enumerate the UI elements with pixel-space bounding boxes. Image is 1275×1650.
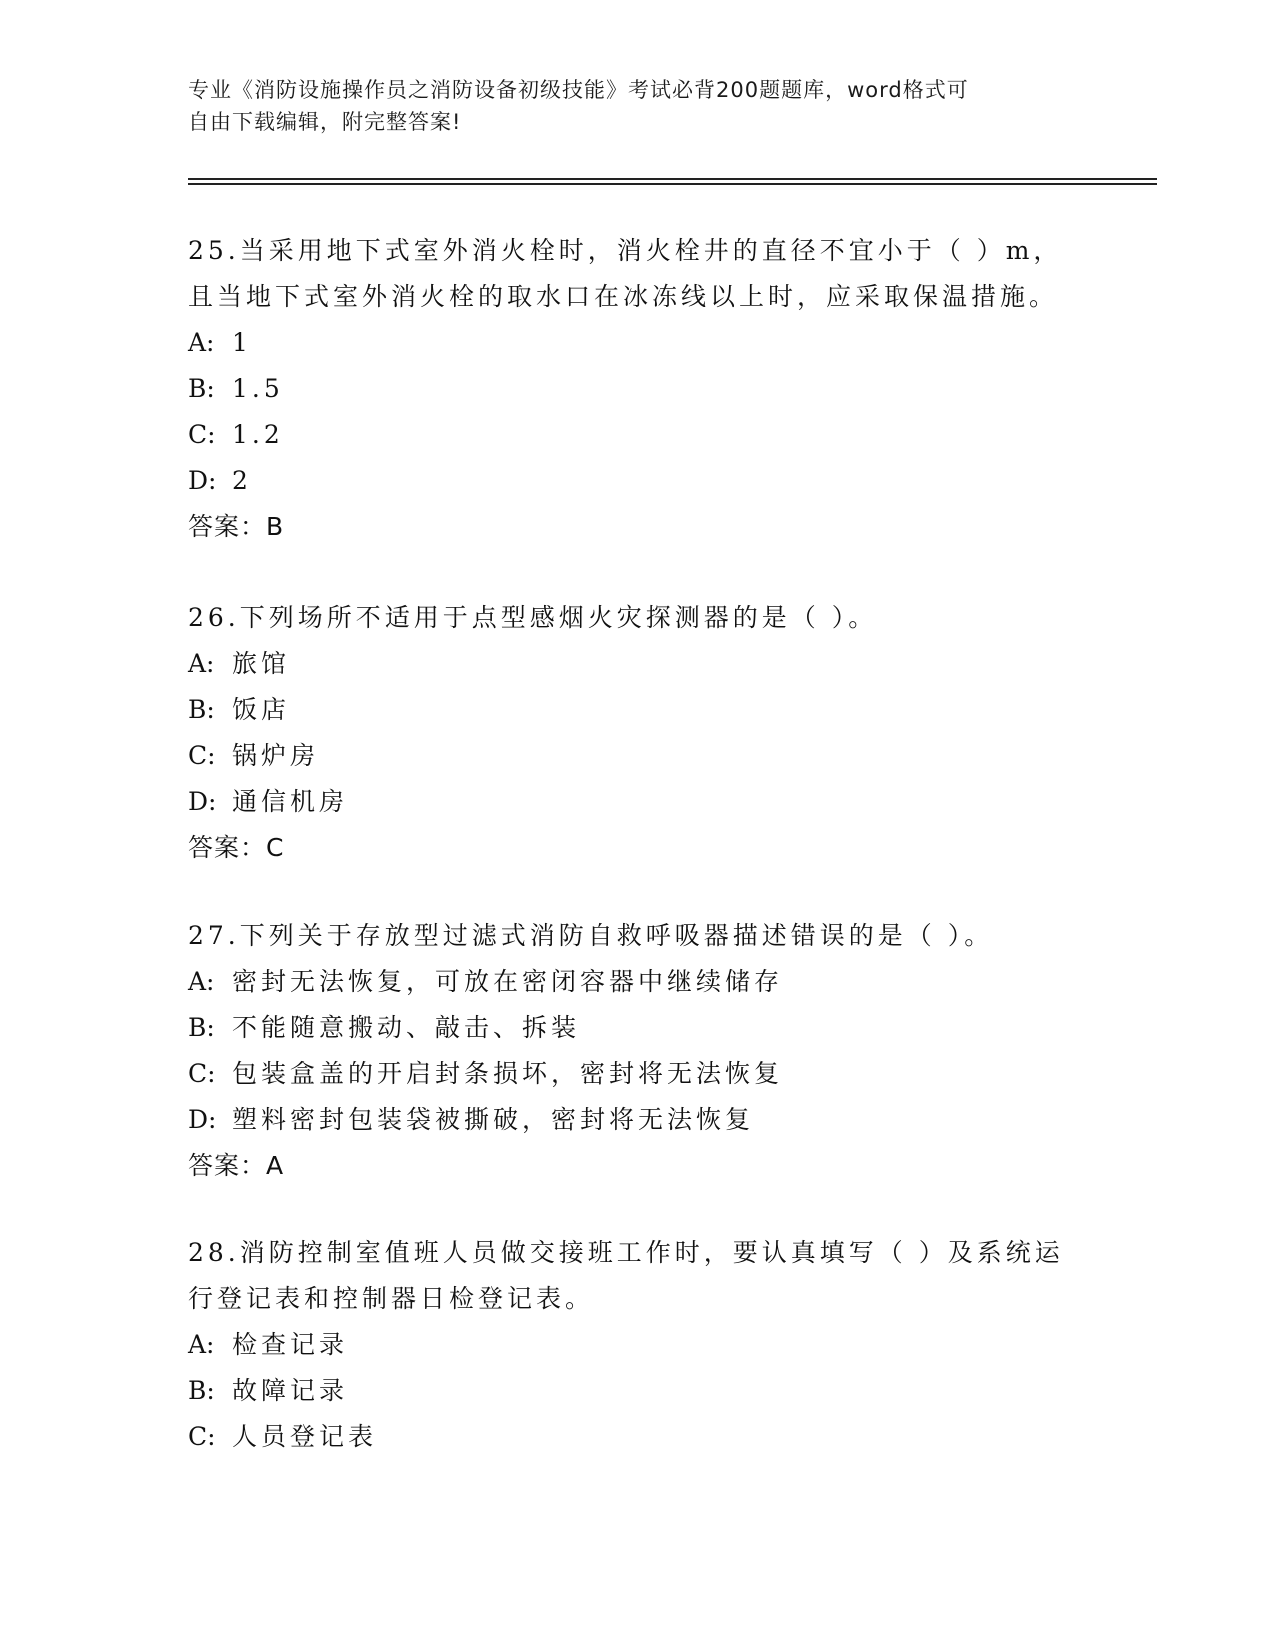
question-25 xyxy=(188,228,1088,550)
option-key: B: xyxy=(188,374,215,403)
option-key: B: xyxy=(188,1376,215,1405)
option-key: A: xyxy=(188,1330,215,1359)
question-27 xyxy=(188,913,1088,1189)
option-key: A: xyxy=(188,967,215,996)
option-c xyxy=(188,1414,1088,1460)
option-text: 密封无法恢复，可放在密闭容器中继续储存 xyxy=(232,967,784,996)
option-b xyxy=(188,687,1088,733)
answer: 答案：B xyxy=(188,512,285,541)
option-text: 旅馆 xyxy=(232,649,291,678)
header-line-1: 专业《消防设施操作员之消防设备初级技能》考试必背200题题库，word格式可 xyxy=(188,78,969,102)
question-stem: 下列场所不适用于点型感烟火灾探测器的是（ ）。 xyxy=(239,603,878,632)
option-c xyxy=(188,1051,1088,1097)
option-d xyxy=(188,779,1088,825)
answer: 答案：C xyxy=(188,833,285,862)
option-a xyxy=(188,1322,1088,1368)
question-26 xyxy=(188,595,1088,871)
question-text xyxy=(188,1230,1088,1322)
option-key: C: xyxy=(188,420,216,449)
option-a xyxy=(188,641,1088,687)
option-a xyxy=(188,959,1088,1005)
option-key: D: xyxy=(188,787,217,816)
option-text: 包装盒盖的开启封条损坏，密封将无法恢复 xyxy=(232,1059,784,1088)
option-text: 不能随意搬动、敲击、拆装 xyxy=(232,1013,581,1042)
option-key: B: xyxy=(188,1013,215,1042)
option-text: 1.2 xyxy=(232,420,284,449)
option-text: 通信机房 xyxy=(232,787,349,816)
option-key: D: xyxy=(188,1105,217,1134)
option-text: 人员登记表 xyxy=(232,1422,378,1451)
option-text: 锅炉房 xyxy=(232,741,320,770)
question-number: 28. xyxy=(188,1238,240,1267)
option-b xyxy=(188,1005,1088,1051)
option-text: 故障记录 xyxy=(232,1376,349,1405)
option-c xyxy=(188,412,1088,458)
option-text: 检查记录 xyxy=(232,1330,349,1359)
option-key: A: xyxy=(188,328,215,357)
header-line-2: 自由下载编辑，附完整答案! xyxy=(188,110,462,134)
question-text xyxy=(188,913,1088,959)
answer: 答案：A xyxy=(188,1151,285,1180)
option-a xyxy=(188,320,1088,366)
option-key: D: xyxy=(188,466,217,495)
option-key: C: xyxy=(188,741,216,770)
header-divider-top xyxy=(188,178,1157,180)
question-28 xyxy=(188,1230,1088,1460)
option-key: B: xyxy=(188,695,215,724)
question-text xyxy=(188,595,1088,641)
question-number: 26. xyxy=(188,603,240,632)
option-text: 1 xyxy=(232,328,252,357)
option-b xyxy=(188,1368,1088,1414)
option-key: C: xyxy=(188,1422,216,1451)
header-divider-bottom xyxy=(188,183,1157,185)
option-key: A: xyxy=(188,649,215,678)
question-number: 25. xyxy=(188,236,240,265)
question-number: 27. xyxy=(188,921,240,950)
option-d xyxy=(188,458,1088,504)
option-c xyxy=(188,733,1088,779)
question-stem: 下列关于存放型过滤式消防自救呼吸器描述错误的是（ ）。 xyxy=(239,921,994,950)
option-text: 饭店 xyxy=(232,695,291,724)
option-text: 1.5 xyxy=(232,374,284,403)
question-text xyxy=(188,228,1088,320)
option-d xyxy=(188,1097,1088,1143)
document-header xyxy=(188,74,1088,138)
option-b xyxy=(188,366,1088,412)
question-stem: 当采用地下式室外消火栓时，消火栓井的直径不宜小于（ ）m，且当地下式室外消火栓的取水口在冰冻线以上时，应采取保温措施。 xyxy=(188,236,1063,311)
question-stem: 消防控制室值班人员做交接班工作时，要认真填写（ ）及系统运行登记表和控制器日检登记表。 xyxy=(188,1238,1064,1313)
option-text: 塑料密封包装袋被撕破，密封将无法恢复 xyxy=(232,1105,755,1134)
option-text: 2 xyxy=(232,466,252,495)
option-key: C: xyxy=(188,1059,216,1088)
